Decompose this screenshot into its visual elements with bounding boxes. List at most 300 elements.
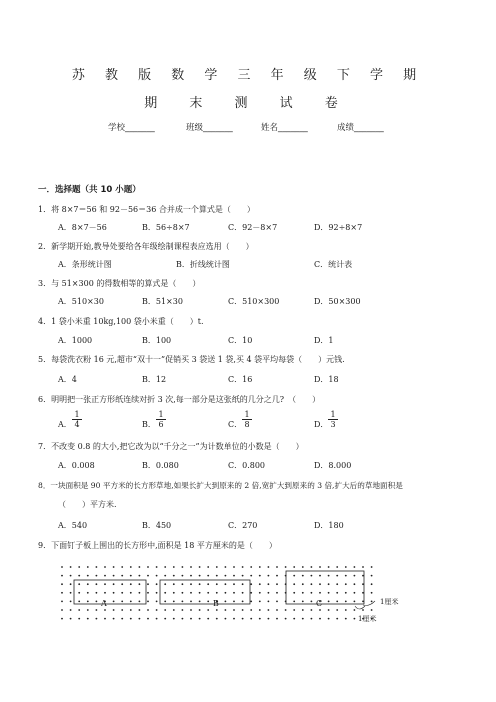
- peg-dot: [242, 618, 244, 620]
- pegboard-figure: [56, 563, 386, 633]
- peg-dot: [336, 575, 338, 577]
- peg-dot: [113, 566, 115, 568]
- peg-dot: [78, 618, 80, 620]
- peg-dot: [139, 575, 141, 577]
- peg-dot: [96, 583, 98, 585]
- q8-option-d: D．180: [314, 521, 344, 530]
- peg-dot: [225, 566, 227, 568]
- question-7: 7．不改变 0.8 的大小,把它改为以“千分之一”为计数单位的小数是（ ）: [38, 442, 304, 451]
- peg-dot: [276, 609, 278, 611]
- peg-dot: [130, 618, 132, 620]
- q4-option-d: D．1: [314, 336, 334, 345]
- peg-dot: [164, 601, 166, 603]
- peg-dot: [276, 618, 278, 620]
- peg-dot: [96, 592, 98, 594]
- q8-option-a: A．540: [58, 521, 88, 530]
- q5-option-a: A．4: [58, 375, 77, 384]
- peg-dot: [96, 601, 98, 603]
- peg-dot: [104, 575, 106, 577]
- question-5: 5．每袋洗衣粉 16 元,超市“双十一”促销买 3 袋送 1 袋,买 4 袋平均每袋（ ）元钱.: [38, 355, 345, 364]
- peg-dot: [156, 601, 158, 603]
- peg-dot: [302, 575, 304, 577]
- peg-dot: [225, 583, 227, 585]
- peg-dot: [164, 566, 166, 568]
- question-2: 2．新学期开始,教导处要给各年级绘制课程表应选用（ ）: [38, 242, 254, 251]
- peg-dot: [242, 601, 244, 603]
- peg-dot: [242, 566, 244, 568]
- peg-dot: [173, 618, 175, 620]
- class-field: 班级_______: [186, 123, 233, 133]
- peg-dot: [242, 583, 244, 585]
- q4-option-c: C．10: [228, 336, 253, 345]
- rectangle-c: [286, 571, 364, 604]
- rectangle-a: [74, 580, 146, 604]
- peg-dot: [259, 566, 261, 568]
- q3-option-d: D．50×300: [314, 297, 361, 306]
- peg-dot: [319, 575, 321, 577]
- peg-dot: [61, 618, 63, 620]
- peg-dot: [268, 601, 270, 603]
- peg-dot: [276, 601, 278, 603]
- peg-dot: [87, 583, 89, 585]
- peg-dot: [268, 609, 270, 611]
- peg-dot: [250, 583, 252, 585]
- q6-option-a: A．: [58, 420, 72, 429]
- peg-dot: [371, 575, 373, 577]
- peg-dot: [207, 583, 209, 585]
- peg-dot: [319, 592, 321, 594]
- section-heading: 一．选择题（共 10 小题）: [38, 185, 141, 195]
- peg-dot: [336, 592, 338, 594]
- peg-dot: [362, 609, 364, 611]
- peg-dot: [225, 609, 227, 611]
- peg-dot: [207, 575, 209, 577]
- peg-dot: [354, 566, 356, 568]
- peg-dot: [311, 583, 313, 585]
- peg-dot: [328, 583, 330, 585]
- peg-dot: [345, 583, 347, 585]
- peg-dot: [173, 592, 175, 594]
- peg-dot: [130, 575, 132, 577]
- peg-dot: [113, 601, 115, 603]
- peg-dot: [250, 575, 252, 577]
- q2-option-c: C．统计表: [314, 260, 353, 269]
- peg-dot: [311, 618, 313, 620]
- peg-dot: [173, 566, 175, 568]
- peg-dot: [147, 575, 149, 577]
- q1-option-a: A．8×7－56: [58, 223, 107, 232]
- name-field: 姓名_______: [261, 123, 308, 133]
- peg-dot: [345, 566, 347, 568]
- peg-dot: [139, 618, 141, 620]
- peg-dot: [147, 566, 149, 568]
- peg-dot: [70, 609, 72, 611]
- peg-dot: [328, 592, 330, 594]
- peg-dot: [121, 618, 123, 620]
- peg-dot: [293, 566, 295, 568]
- peg-dot: [70, 575, 72, 577]
- peg-dot: [233, 618, 235, 620]
- question-6: 6．明明把一张正方形纸连续对折 3 次,每一部分是这张纸的几分之几? （ ）: [38, 395, 321, 404]
- peg-dot: [259, 618, 261, 620]
- peg-dot: [293, 609, 295, 611]
- peg-dot: [104, 583, 106, 585]
- peg-dot: [199, 566, 201, 568]
- peg-dot: [268, 566, 270, 568]
- q3-option-a: A．510×30: [58, 297, 104, 306]
- peg-dot: [164, 609, 166, 611]
- peg-dot: [302, 566, 304, 568]
- peg-dot: [164, 583, 166, 585]
- peg-dot: [190, 583, 192, 585]
- peg-dot: [173, 575, 175, 577]
- peg-dot: [293, 575, 295, 577]
- peg-dot: [354, 583, 356, 585]
- peg-dot: [190, 575, 192, 577]
- peg-dot: [113, 618, 115, 620]
- peg-dot: [250, 566, 252, 568]
- peg-dot: [70, 566, 72, 568]
- peg-dot: [233, 601, 235, 603]
- peg-dot: [311, 566, 313, 568]
- peg-dot: [207, 566, 209, 568]
- q7-option-b: B．0.080: [142, 461, 179, 470]
- q7-option-a: A．0.008: [58, 461, 95, 470]
- peg-dot: [156, 575, 158, 577]
- peg-dot: [147, 583, 149, 585]
- peg-dot: [371, 592, 373, 594]
- peg-dot: [190, 566, 192, 568]
- peg-dot: [293, 601, 295, 603]
- peg-dot: [319, 609, 321, 611]
- label-a: A: [101, 599, 107, 608]
- peg-dot: [147, 601, 149, 603]
- peg-dot: [345, 592, 347, 594]
- peg-dot: [130, 609, 132, 611]
- peg-dot: [293, 618, 295, 620]
- peg-dot: [78, 583, 80, 585]
- q6-fraction-b: $\frac{1}{6}$: [156, 410, 166, 429]
- peg-dot: [130, 566, 132, 568]
- peg-dot: [156, 609, 158, 611]
- peg-dot: [147, 609, 149, 611]
- peg-dot: [302, 609, 304, 611]
- peg-dot: [302, 592, 304, 594]
- peg-dot: [354, 575, 356, 577]
- peg-dot: [371, 566, 373, 568]
- peg-dot: [130, 583, 132, 585]
- peg-dot: [233, 583, 235, 585]
- peg-dot: [250, 618, 252, 620]
- peg-dot: [139, 583, 141, 585]
- peg-dot: [250, 592, 252, 594]
- peg-dot: [61, 592, 63, 594]
- q6-fraction-a: $\frac{1}{4}$: [72, 410, 82, 429]
- peg-dot: [233, 566, 235, 568]
- peg-dot: [78, 592, 80, 594]
- peg-dot: [276, 592, 278, 594]
- q6-fraction-c: $\frac{1}{8}$: [242, 410, 252, 429]
- peg-dot: [96, 566, 98, 568]
- exam-subtitle: 期 末 测 试 卷: [144, 96, 352, 111]
- q6-fraction-d: $\frac{1}{3}$: [328, 410, 338, 429]
- label-b: B: [213, 599, 219, 608]
- peg-dot: [268, 575, 270, 577]
- peg-dot: [311, 575, 313, 577]
- peg-dot: [87, 575, 89, 577]
- peg-dot: [276, 583, 278, 585]
- peg-dot: [78, 601, 80, 603]
- peg-dot: [104, 618, 106, 620]
- peg-dot: [199, 575, 201, 577]
- peg-dot: [250, 609, 252, 611]
- peg-dot: [336, 566, 338, 568]
- peg-dot: [156, 583, 158, 585]
- q6-option-c: C．: [228, 420, 243, 429]
- peg-dot: [87, 618, 89, 620]
- peg-dot: [242, 609, 244, 611]
- q3-option-b: B．51×30: [142, 297, 183, 306]
- peg-dot: [207, 609, 209, 611]
- peg-dot: [199, 601, 201, 603]
- q8-option-b: B．450: [142, 521, 172, 530]
- peg-dot: [190, 601, 192, 603]
- peg-dot: [268, 583, 270, 585]
- peg-dot: [182, 575, 184, 577]
- unit-label-vertical: 1厘米: [380, 598, 399, 606]
- peg-dot: [302, 583, 304, 585]
- peg-dot: [328, 566, 330, 568]
- peg-dot: [190, 592, 192, 594]
- peg-dot: [293, 592, 295, 594]
- peg-dot: [285, 566, 287, 568]
- q1-option-c: C．92－8×7: [228, 223, 278, 232]
- score-field: 成绩_______: [337, 123, 384, 133]
- peg-dot: [216, 618, 218, 620]
- peg-dot: [207, 618, 209, 620]
- peg-dot: [70, 583, 72, 585]
- peg-dot: [156, 566, 158, 568]
- peg-dot: [121, 575, 123, 577]
- peg-dot: [293, 583, 295, 585]
- peg-dot: [199, 618, 201, 620]
- peg-dot: [216, 583, 218, 585]
- peg-dot: [61, 566, 63, 568]
- peg-dot: [371, 609, 373, 611]
- peg-dot: [182, 566, 184, 568]
- peg-dot: [285, 618, 287, 620]
- peg-dot: [87, 592, 89, 594]
- peg-dot: [345, 609, 347, 611]
- question-9: 9．下面钉子板上围出的长方形中,面积是 18 平方厘米的是（ ）: [38, 541, 277, 550]
- peg-dot: [259, 583, 261, 585]
- school-field: 学校_______: [108, 123, 155, 133]
- peg-dot: [328, 618, 330, 620]
- peg-dot: [164, 575, 166, 577]
- label-c: C: [316, 599, 323, 608]
- peg-dot: [242, 592, 244, 594]
- peg-dot: [242, 575, 244, 577]
- peg-dot: [233, 592, 235, 594]
- peg-dot: [121, 601, 123, 603]
- peg-dot: [96, 575, 98, 577]
- peg-dot: [173, 583, 175, 585]
- peg-dot: [336, 601, 338, 603]
- unit-label-horizontal: 1厘米: [358, 615, 377, 623]
- peg-dot: [225, 592, 227, 594]
- q5-option-b: B．12: [142, 375, 167, 384]
- peg-dot: [113, 583, 115, 585]
- q7-option-c: C．0.800: [228, 461, 266, 470]
- peg-dot: [319, 618, 321, 620]
- peg-dot: [164, 592, 166, 594]
- q8-option-c: C．270: [228, 521, 258, 530]
- question-8-continued: （ ）平方米.: [58, 500, 117, 509]
- peg-dot: [104, 566, 106, 568]
- peg-dot: [336, 583, 338, 585]
- peg-dot: [156, 592, 158, 594]
- peg-dot: [216, 592, 218, 594]
- peg-dot: [96, 618, 98, 620]
- peg-dot: [259, 609, 261, 611]
- peg-dot: [225, 601, 227, 603]
- peg-dot: [104, 592, 106, 594]
- question-8: 8．一块面积是 90 平方米的长方形草地,如果长扩大到原来的 2 倍,宽扩大到原来的 3 倍,扩大后的草地面积是: [38, 481, 403, 490]
- peg-dot: [78, 609, 80, 611]
- peg-dot: [61, 601, 63, 603]
- peg-dot: [328, 609, 330, 611]
- q1-option-d: D．92÷8×7: [314, 223, 363, 232]
- peg-dot: [336, 618, 338, 620]
- peg-dot: [216, 566, 218, 568]
- peg-dot: [139, 609, 141, 611]
- q1-option-b: B．56÷8×7: [142, 223, 190, 232]
- unit-brace-horizontal: [355, 606, 365, 609]
- peg-dot: [276, 566, 278, 568]
- peg-dot: [207, 592, 209, 594]
- peg-dot: [311, 601, 313, 603]
- peg-dot: [259, 601, 261, 603]
- peg-dot: [182, 592, 184, 594]
- q5-option-c: C．16: [228, 375, 253, 384]
- peg-dot: [225, 618, 227, 620]
- peg-dot: [328, 601, 330, 603]
- peg-dot: [164, 618, 166, 620]
- peg-dot: [302, 618, 304, 620]
- peg-dot: [182, 618, 184, 620]
- peg-dot: [345, 618, 347, 620]
- peg-dot: [190, 618, 192, 620]
- peg-dot: [285, 609, 287, 611]
- peg-dot: [61, 575, 63, 577]
- peg-dot: [225, 575, 227, 577]
- peg-dot: [276, 575, 278, 577]
- peg-dot: [354, 618, 356, 620]
- q5-option-d: D．18: [314, 375, 339, 384]
- question-3: 3．与 51×300 的得数相等的算式是（ ）: [38, 279, 201, 288]
- peg-dot: [190, 609, 192, 611]
- peg-dot: [147, 618, 149, 620]
- peg-dot: [87, 566, 89, 568]
- pegboard-dots: [61, 566, 372, 619]
- q6-option-d: D．: [314, 420, 329, 429]
- peg-dot: [96, 609, 98, 611]
- q4-option-a: A．1000: [58, 336, 93, 345]
- q7-option-d: D．8.000: [314, 461, 352, 470]
- peg-dot: [328, 575, 330, 577]
- peg-dot: [319, 566, 321, 568]
- peg-dot: [78, 575, 80, 577]
- peg-dot: [87, 609, 89, 611]
- peg-dot: [113, 575, 115, 577]
- peg-dot: [104, 609, 106, 611]
- peg-dot: [173, 609, 175, 611]
- peg-dot: [216, 609, 218, 611]
- peg-dot: [113, 592, 115, 594]
- q2-option-b: B．折线统计图: [176, 260, 230, 269]
- peg-dot: [156, 618, 158, 620]
- exam-title: 苏 教 版 数 学 三 年 级 下 学 期: [71, 68, 425, 83]
- peg-dot: [182, 583, 184, 585]
- peg-dot: [311, 609, 313, 611]
- peg-dot: [199, 609, 201, 611]
- peg-dot: [130, 592, 132, 594]
- peg-dot: [233, 609, 235, 611]
- peg-dot: [302, 601, 304, 603]
- peg-dot: [139, 566, 141, 568]
- peg-dot: [121, 566, 123, 568]
- q4-option-b: B．100: [142, 336, 172, 345]
- peg-dot: [182, 601, 184, 603]
- peg-dot: [345, 601, 347, 603]
- peg-dot: [268, 618, 270, 620]
- question-1: 1．将 8×7＝56 和 92－56＝36 合并成一个算式是（ ）: [38, 205, 255, 214]
- peg-dot: [121, 609, 123, 611]
- peg-dot: [113, 609, 115, 611]
- peg-dot: [354, 601, 356, 603]
- peg-dot: [250, 601, 252, 603]
- peg-dot: [121, 592, 123, 594]
- peg-dot: [61, 609, 63, 611]
- peg-dot: [70, 592, 72, 594]
- peg-dot: [130, 601, 132, 603]
- peg-dot: [319, 583, 321, 585]
- peg-dot: [259, 575, 261, 577]
- question-4: 4．1 袋小米重 10kg,100 袋小米重（ ）t.: [38, 317, 204, 326]
- peg-dot: [233, 575, 235, 577]
- peg-dot: [78, 566, 80, 568]
- peg-dot: [311, 592, 313, 594]
- peg-dot: [345, 575, 347, 577]
- peg-dot: [61, 583, 63, 585]
- peg-dot: [268, 592, 270, 594]
- peg-dot: [139, 601, 141, 603]
- peg-dot: [87, 601, 89, 603]
- peg-dot: [362, 566, 364, 568]
- peg-dot: [121, 583, 123, 585]
- peg-dot: [70, 618, 72, 620]
- peg-dot: [336, 609, 338, 611]
- peg-dot: [147, 592, 149, 594]
- peg-dot: [371, 601, 373, 603]
- peg-dot: [173, 601, 175, 603]
- q2-option-a: A．条形统计图: [58, 260, 112, 269]
- peg-dot: [199, 583, 201, 585]
- peg-dot: [259, 592, 261, 594]
- peg-dot: [70, 601, 72, 603]
- peg-dot: [199, 592, 201, 594]
- q6-option-b: B．: [142, 420, 156, 429]
